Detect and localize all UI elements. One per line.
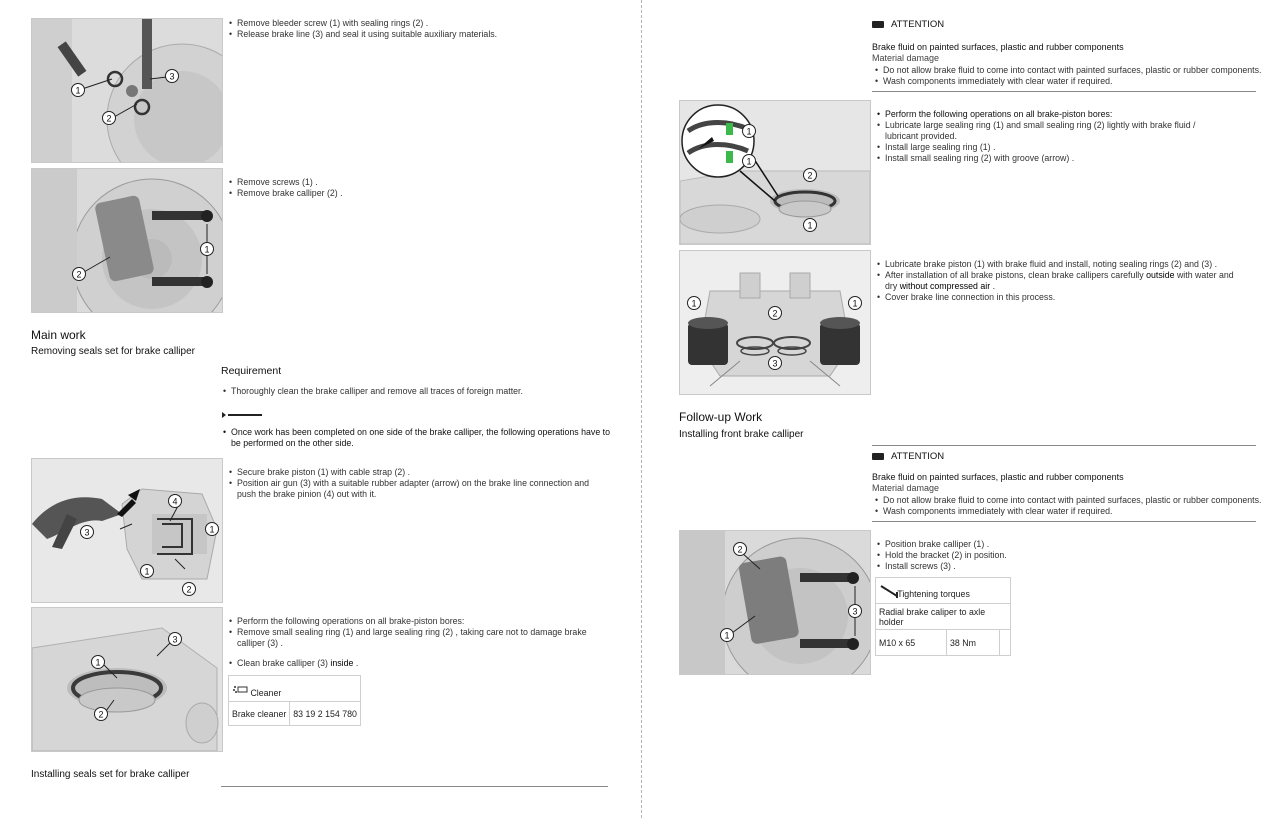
callout-1b [804, 219, 817, 232]
followup-heading: Follow-up Work [679, 410, 763, 424]
svg-text:1: 1 [209, 524, 215, 535]
attention-label-1: ATTENTION [872, 19, 944, 30]
torque-wrench-icon [879, 584, 899, 598]
callout-1 [688, 297, 701, 310]
callout-2 [769, 307, 782, 320]
svg-text:1: 1 [746, 126, 752, 137]
svg-text:2: 2 [106, 113, 112, 124]
installing-front-heading: Installing front brake calliper [679, 429, 804, 440]
step3-bullets: • Secure brake piston (1) with cable strap (2) . • Position air gun (3) with a suitable rubber adapter (arrow) on the brake line connection and push the brake pinion (4) out with it. [228, 467, 598, 500]
svg-text:3: 3 [84, 527, 90, 538]
clean-outside-bullet: • After installation of all brake pistons, clean brake callipers carefully outside with water and dry without compressed air . [876, 270, 1246, 292]
callout-3 [81, 526, 94, 539]
svg-text:1: 1 [746, 156, 752, 167]
callout-2 [103, 112, 116, 125]
separator-line [221, 786, 608, 787]
callout-1 [743, 155, 756, 168]
callout-3 [166, 70, 179, 83]
callout-2 [73, 268, 86, 281]
svg-text:4: 4 [172, 496, 178, 507]
svg-text:2: 2 [807, 170, 813, 181]
step4-bullets: • Perform the following operations on all brake-piston bores: • Remove small sealing ring (1) and large sealing ring (2) , taking care not to damage brake calliper (3) . • Clean brake calliper (3) inside . [228, 616, 598, 669]
callout-1 [72, 84, 85, 97]
attention-hand-icon [872, 21, 884, 28]
svg-text:2: 2 [98, 709, 104, 720]
removing-seals-heading: Removing seals set for brake calliper [31, 346, 195, 357]
svg-text:2: 2 [76, 269, 82, 280]
figure-bleeder-screw [31, 18, 223, 163]
once-bullet: • Once work has been completed on one side of the brake calliper, the following operations have to be performed on the other side. [222, 427, 612, 449]
attention-subtitle-2: Material damage [872, 483, 940, 493]
attention-title-1: Brake fluid on painted surfaces, plastic and rubber components [872, 42, 1124, 52]
attention-label-2: ATTENTION [872, 451, 944, 462]
main-work-heading: Main work [31, 328, 86, 342]
step6-bullets: • Lubricate brake piston (1) with brake fluid and install, noting sealing rings (2) and (3) . • After installation of all brake pistons, clean brake callipers carefully outside with water and dry without compressed air . • Cover brake line connection in this process. [876, 259, 1246, 303]
callout-2 [743, 125, 756, 138]
figure-air-gun-piston [31, 458, 223, 603]
clean-inside-bullet: • Clean brake calliper (3) inside . [228, 658, 598, 669]
step1-bullets: • Remove bleeder screw (1) with sealing rings (2) . • Release brake line (3) and seal it using suitable auxiliary materials. [228, 18, 618, 40]
step2-bullets: • Remove screws (1) . • Remove brake calliper (2) . [228, 177, 618, 199]
svg-text:3: 3 [169, 71, 175, 82]
cleaner-table: Cleaner Brake cleaner 83 19 2 154 780 [228, 675, 361, 726]
attention-hand-icon [872, 453, 884, 460]
svg-text:2: 2 [737, 544, 743, 555]
callout-1 [92, 656, 105, 669]
figure-brake-pistons [679, 250, 871, 395]
attention-bullets-1: • Do not allow brake fluid to come into contact with painted surfaces, plastic or rubber components. • Wash components immediately with clear water if required. [874, 65, 1266, 87]
callout-3 [169, 633, 182, 646]
figure-brake-calliper-removal [31, 168, 223, 313]
figure-brake-calliper-install [679, 530, 871, 675]
step5-bullets: • Perform the following operations on all brake-piston bores: • Lubricate large sealing ring (1) and small sealing ring (2) lightly with brake fluid / lubricant provided. • Install large sealing ring (1) . • Install small sealing ring (2) with groove (arrow) . [876, 109, 1231, 164]
svg-text:2: 2 [186, 584, 192, 595]
svg-text:1: 1 [95, 657, 101, 668]
separator-line [872, 91, 1256, 92]
svg-text:3: 3 [772, 358, 778, 369]
svg-text:3: 3 [172, 634, 178, 645]
separator-line [872, 521, 1256, 522]
page-divider [641, 0, 642, 818]
svg-text:3: 3 [852, 606, 858, 617]
installing-seals-heading: Installing seals set for brake calliper [31, 769, 190, 780]
svg-text:1: 1 [691, 298, 697, 309]
figure-sealing-rings-install [679, 100, 871, 245]
attention-subtitle-1: Material damage [872, 53, 940, 63]
separator-line [872, 445, 1256, 446]
svg-text:1: 1 [852, 298, 858, 309]
callout-3 [769, 357, 782, 370]
requirement-bullets: • Thoroughly clean the brake calliper and remove all traces of foreign matter. [222, 386, 612, 397]
torque-table: Tightening torques Radial brake caliper to axle holder M10 x 65 38 Nm [875, 577, 1011, 656]
svg-text:1: 1 [144, 566, 150, 577]
callout-2 [734, 543, 747, 556]
callout-1b [206, 523, 219, 536]
step7-bullets: • Position brake calliper (1) . • Hold the bracket (2) in position. • Install screws (3) . [876, 539, 1176, 572]
attention-title-2: Brake fluid on painted surfaces, plastic and rubber components [872, 472, 1124, 482]
callout-1 [721, 629, 734, 642]
figure-sealing-rings-removal [31, 607, 223, 752]
callout-1b [849, 297, 862, 310]
svg-text:1: 1 [807, 220, 813, 231]
svg-text:1: 1 [75, 85, 81, 96]
callout-4 [169, 495, 182, 508]
spray-icon [232, 684, 248, 694]
callout-2 [183, 583, 196, 596]
svg-text:1: 1 [204, 244, 210, 255]
svg-text:2: 2 [772, 308, 778, 319]
callout-3 [849, 605, 862, 618]
callout-1 [141, 565, 154, 578]
requirement-heading: Requirement [221, 365, 282, 377]
callout-2b [804, 169, 817, 182]
callout-2 [95, 708, 108, 721]
end-requirement-marker [222, 406, 264, 424]
svg-text:1: 1 [724, 630, 730, 641]
callout-1 [201, 243, 214, 256]
attention-bullets-2: • Do not allow brake fluid to come into contact with painted surfaces, plastic or rubber components. • Wash components immediately with clear water if required. [874, 495, 1266, 517]
